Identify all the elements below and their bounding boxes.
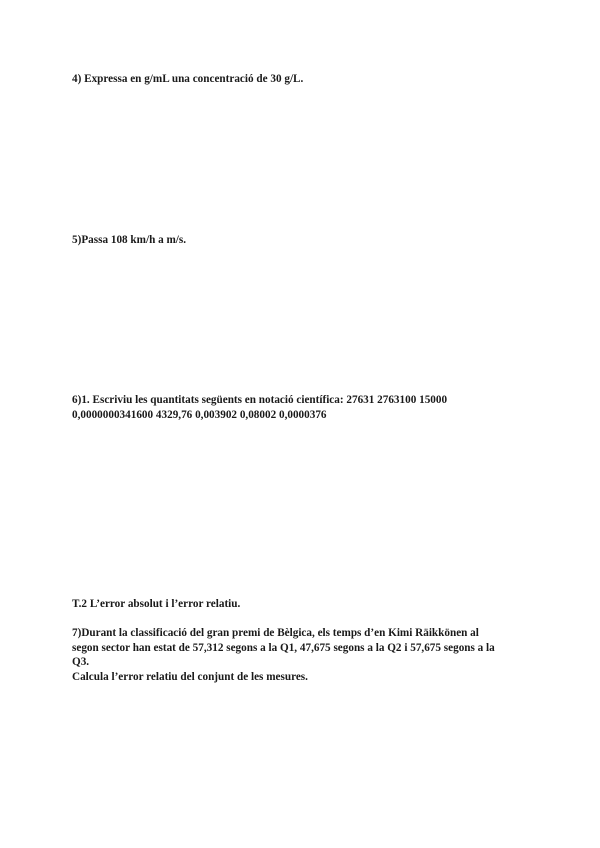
question-4-text: 4) Expressa en g/mL una concentració de 30 g/L. bbox=[72, 73, 304, 85]
question-7-line-2: segon sector han estat de 57,312 segons a la Q1, 47,675 segons a la Q2 i 57,675 segons a la bbox=[72, 641, 495, 654]
question-6 bbox=[72, 393, 532, 422]
question-6-line-2: 0,0000000341600 4329,76 0,003902 0,08002 0,0000376 bbox=[72, 408, 327, 421]
question-5-text: 5)Passa 108 km/h a m/s. bbox=[72, 234, 187, 246]
section-heading-t2 bbox=[72, 597, 532, 612]
question-4 bbox=[72, 72, 532, 87]
question-7 bbox=[72, 626, 532, 684]
question-7-line-4: Calcula l’error relatiu del conjunt de les mesures. bbox=[72, 670, 308, 683]
question-5 bbox=[72, 233, 532, 248]
section-heading-text: T.2 L’error absolut i l’error relatiu. bbox=[72, 598, 241, 610]
question-7-line-3: Q3. bbox=[72, 656, 90, 669]
question-6-line-1: 6)1. Escriviu les quantitats següents en notació científica: 27631 2763100 15000 bbox=[72, 394, 448, 406]
question-7-line-1: 7)Durant la classificació del gran premi de Bèlgica, els temps d’en Kimi Räikkönen al bbox=[72, 627, 479, 639]
